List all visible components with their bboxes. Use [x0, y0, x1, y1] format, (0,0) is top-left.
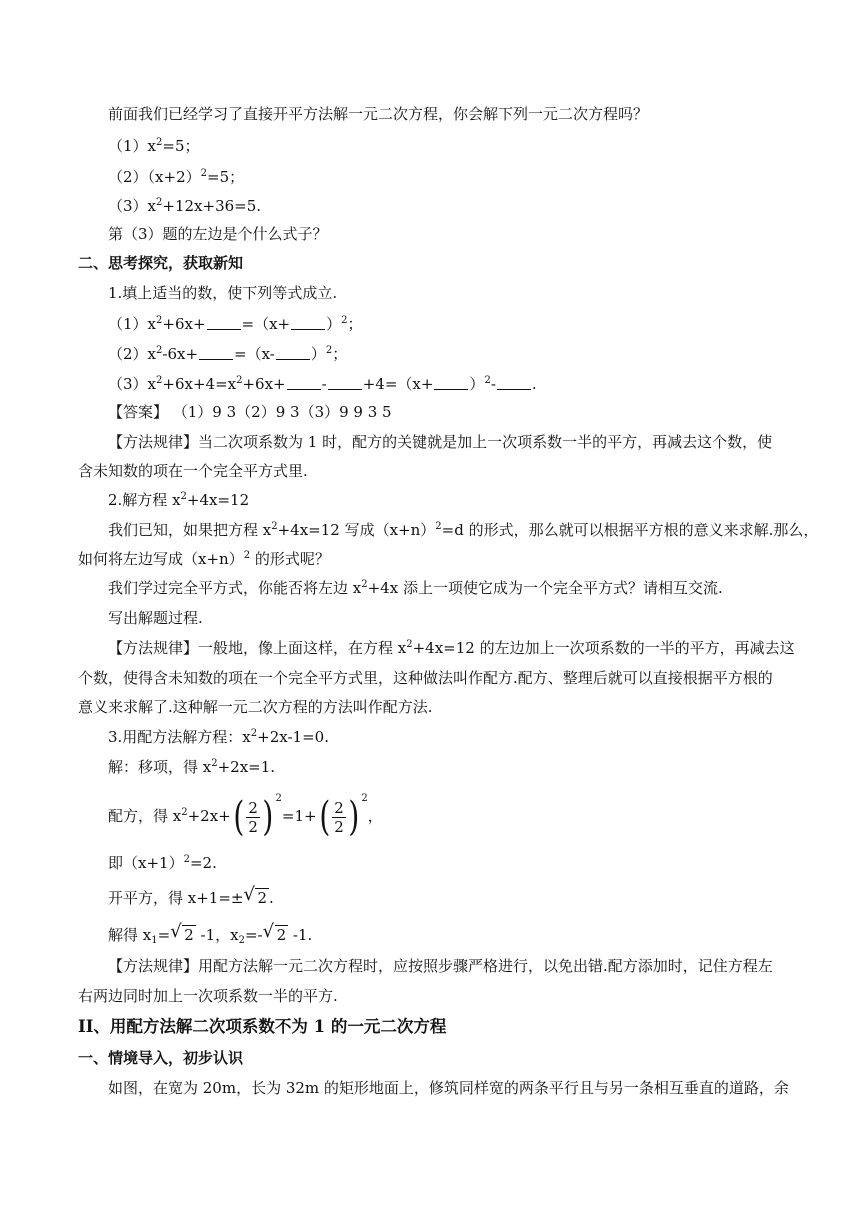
method-rule-1-line-2: 含未知数的项在一个完全平方式里. [78, 462, 308, 480]
question-1: $(1)x^2=5$； [108, 137, 200, 155]
solution-step-5: 解得 $x_1=$ √ 2 -1，$x_2=-$ √ 2 -1. [108, 921, 313, 946]
question-3: $(3)x^2+12x+36=5$. [108, 197, 262, 215]
solution-step-1: 解：移项，得 $x^2+2x=1$. [108, 758, 276, 776]
method-rule-2-line-3: 意义来求解了.这种解一元二次方程的方法叫作配方法. [78, 698, 433, 716]
section-heading: 二、思考探究，获取新知 [78, 254, 244, 272]
intro-text: 前面我们已经学习了直接开平方法解一元二次方程，你会解下列一元二次方程吗？ [108, 105, 649, 123]
question-2: $(2)(x+2)^2=5$； [108, 168, 245, 186]
problem-3-title: 3.用配方法解方程：$x^2+2x-1=0$. [108, 728, 329, 746]
method-rule-2-line-1: 【方法规律】一般地，像上面这样，在方程 $x^2+4x=12$ 的左边加上一次项系数的一半的平方，再减去这 [108, 639, 795, 657]
problem-2-text-2: 我们学过完全平方式，你能否将左边 $x^2+4x$ 添上一项使它成为一个完全平方式？请相互交流. [108, 579, 723, 597]
problem-1-answer: 【答案】 （1）9 3（2）9 3（3）9 9 3 5 [108, 403, 392, 421]
problem-1-eq-2: $(2)x^2-6x+ =(x-$ ）$^2$； [108, 345, 348, 363]
problem-2-text-3: 写出解题过程. [108, 609, 203, 627]
problem-2-text-line-1: 我们已知，如果把方程 $x^2+4x=12$ 写成$(x+n)^2=d$ 的形式，那么就可以根据平方根的意义来求解.那么， [108, 521, 819, 539]
method-rule-3-line-2: 右两边同时加上一次项系数一半的平方. [78, 987, 338, 1005]
problem-2-title: 2.解方程 $x^2+4x=12$ [108, 491, 250, 509]
solution-step-4: 开平方，得 x+1=± √ 2 . [108, 884, 274, 907]
method-rule-3-line-1: 【方法规律】用配方法解一元二次方程时，应按照步骤严格进行，以免出错.配方添加时，记住方程左 [108, 957, 773, 975]
part-ii-heading: II、用配方法解二次项系数不为 1 的一元二次方程 [78, 1017, 447, 1036]
problem-2-text-line-2: 如何将左边写成$(x+n)^2$ 的形式呢？ [78, 550, 330, 568]
problem-1-eq-3: $(3)x^2+6x+4=x^2+6x+ - +4=(x+ )^2-$ . [108, 375, 537, 393]
solution-step-3: 即$(x+1)^2=2$. [108, 854, 217, 872]
problem-1-title: 1.填上适当的数，使下列等式成立. [108, 284, 338, 302]
problem-1-eq-1: $(1)x^2+6x+ =(x+ )^2$； [108, 315, 363, 333]
scenario-text: 如图，在宽为 20m，长为 32m 的矩形地面上，修筑同样宽的两条平行且与另一条相互垂直的道路，余 [108, 1079, 789, 1097]
section-heading-2: 一、情境导入，初步认识 [78, 1049, 244, 1067]
method-rule-1-line-1: 【方法规律】当二次项系数为 1 时，配方的关键就是加上一次项系数一半的平方，再减去这个数，使 [108, 433, 773, 451]
method-rule-2-line-2: 个数，使得含未知数的项在一个完全平方式里，这种做法叫作配方.配方、整理后就可以直接根据平方根的 [78, 669, 773, 687]
question-4: 第（3）题的左边是个什么式子？ [108, 225, 328, 243]
solution-step-2: 配方，得 $x^2+2x+$ ( 2 2 ) 2 =1+ ( 2 2 ) 2 ， [108, 793, 383, 840]
